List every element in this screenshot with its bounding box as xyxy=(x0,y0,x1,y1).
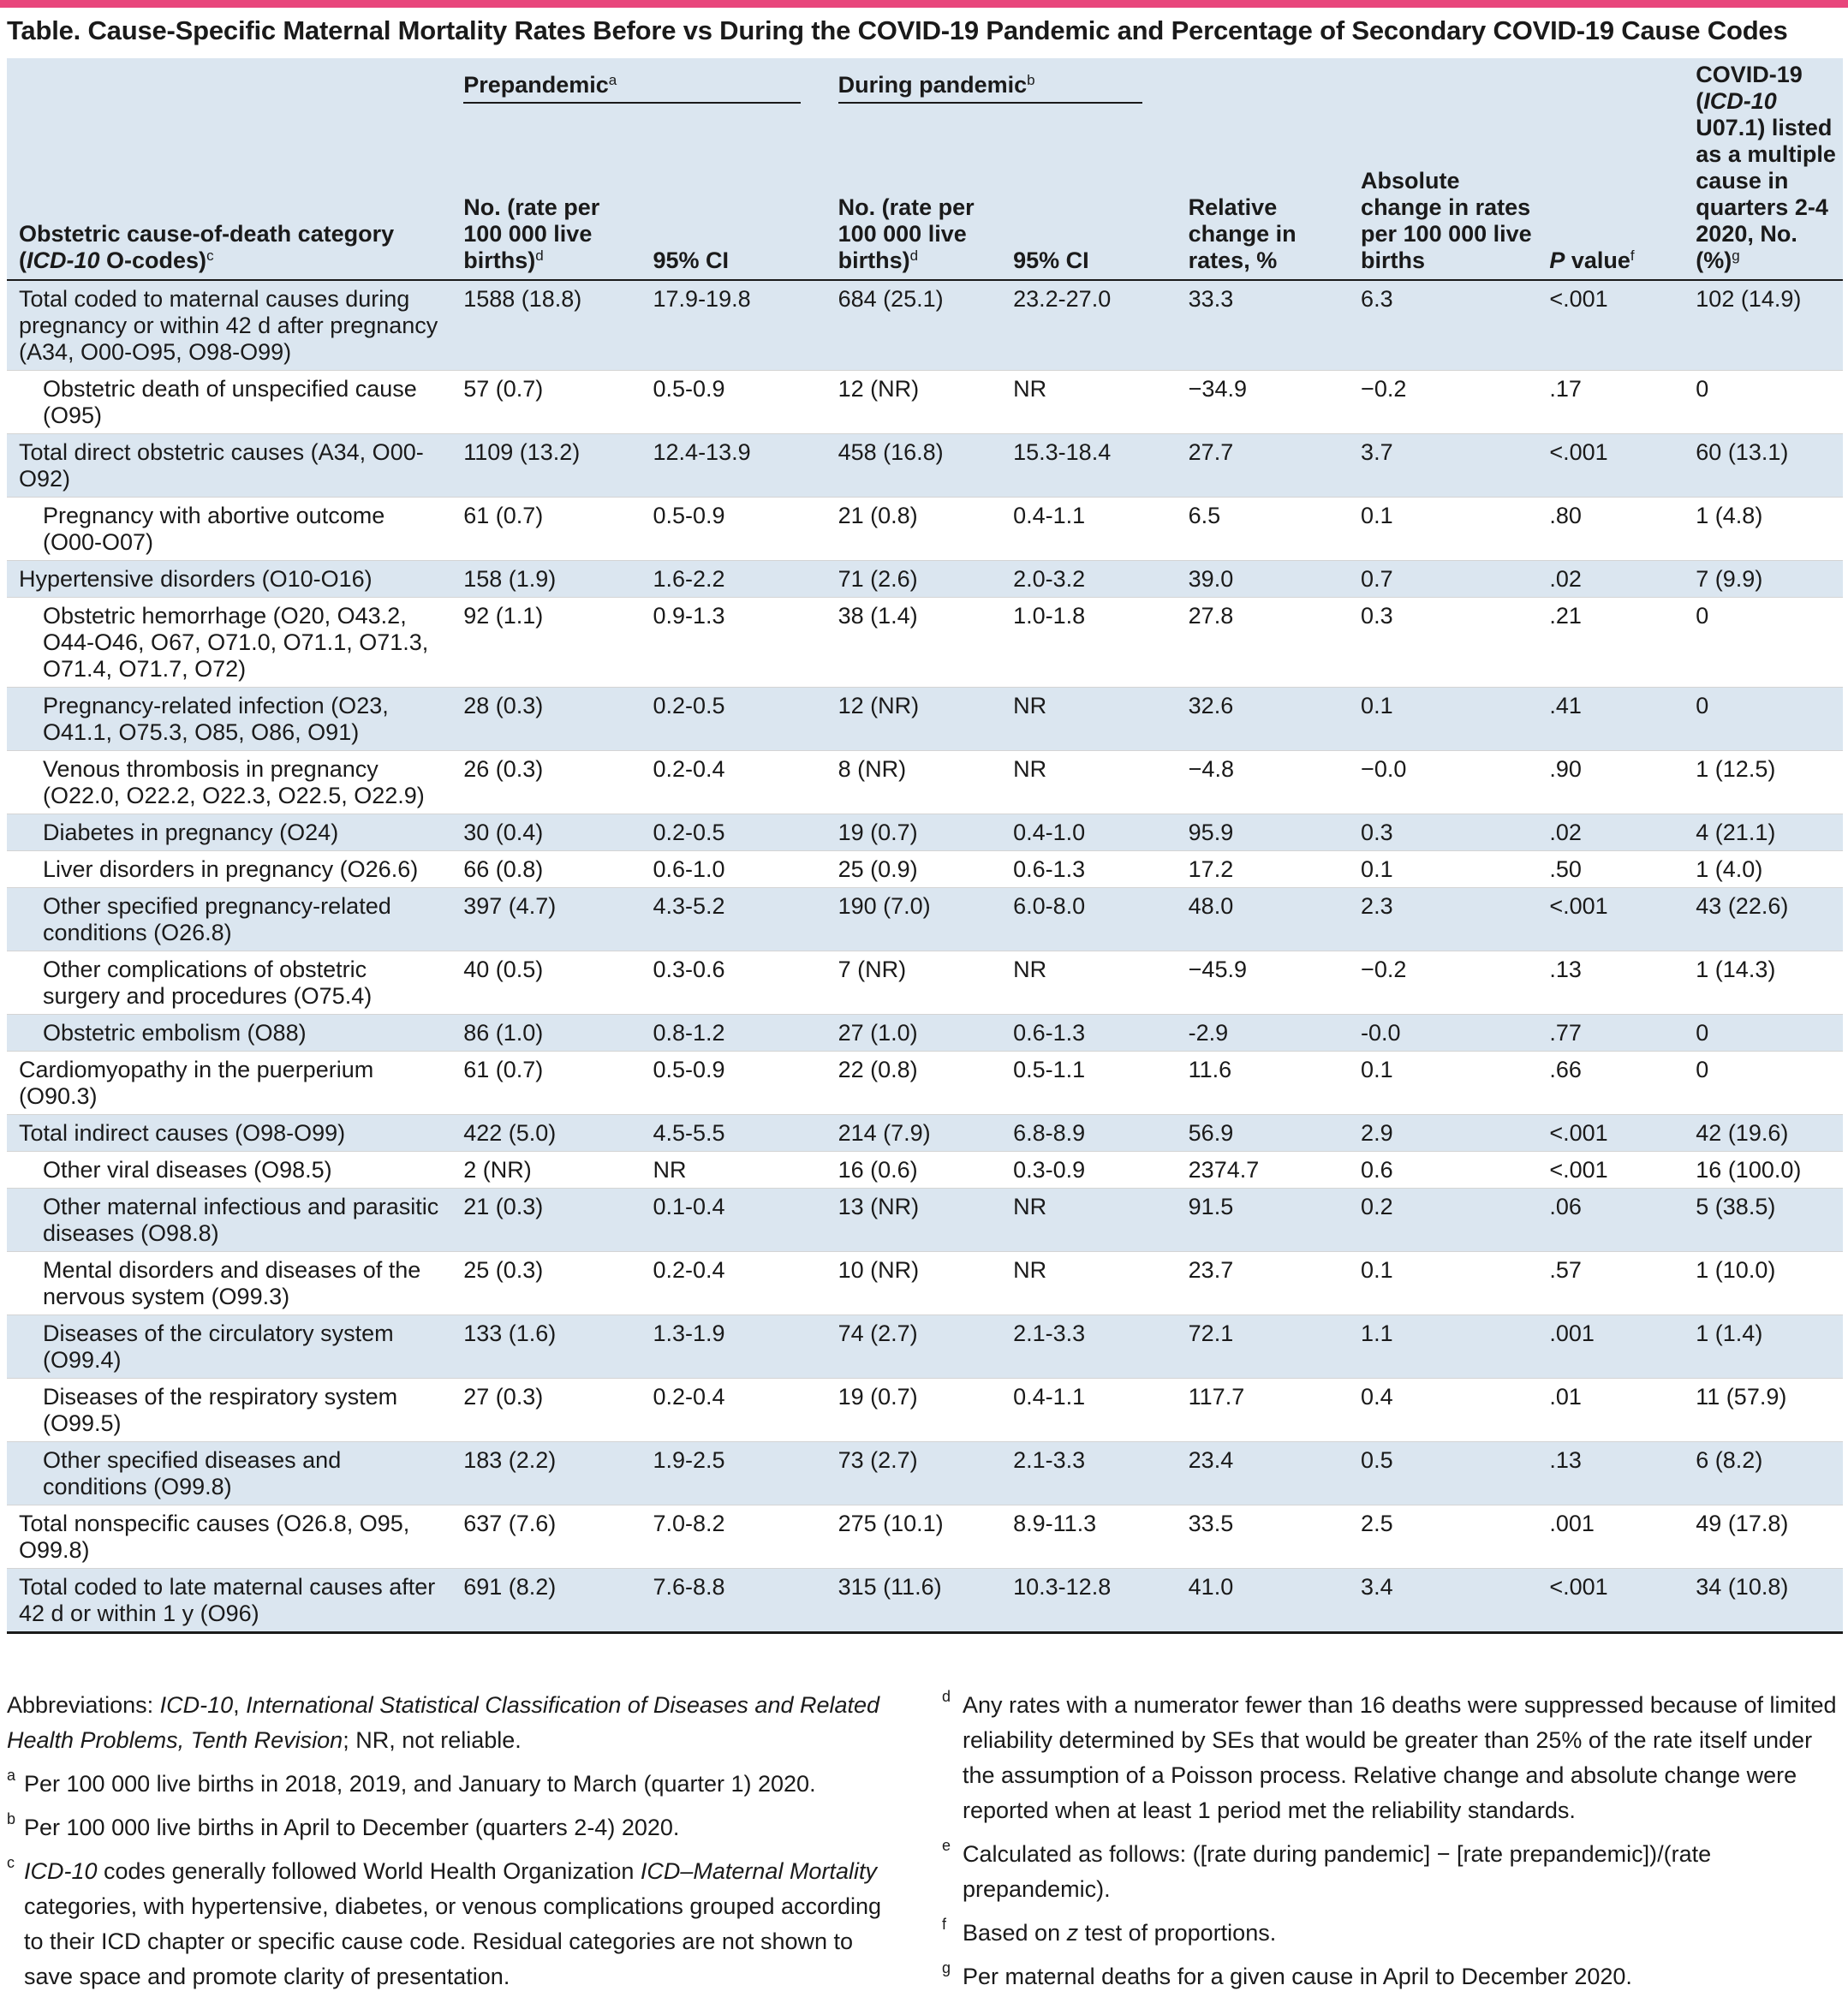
cell-dur-no-rate: 19 (0.7) xyxy=(826,814,1002,851)
cell-dur-ci: 0.4-1.0 xyxy=(1001,814,1177,851)
cell-relative-change: 91.5 xyxy=(1177,1189,1349,1252)
cell-absolute-change: 0.1 xyxy=(1349,688,1537,751)
cell-pre-ci: 4.3-5.2 xyxy=(641,888,826,951)
table-row xyxy=(7,1015,1843,1052)
cell-dur-ci: 2.1-3.3 xyxy=(1001,1442,1177,1505)
cell-dur-no-rate: 74 (2.7) xyxy=(826,1315,1002,1379)
cell-cause: Pregnancy with abortive outcome (O00-O07) xyxy=(7,498,451,561)
cell-covid: 102 (14.9) xyxy=(1684,280,1843,371)
cell-relative-change: 56.9 xyxy=(1177,1115,1349,1152)
table-row xyxy=(7,1115,1843,1152)
footnote-b: b Per 100 000 live births in April to December (quarters 2-4) 2020. xyxy=(7,1810,680,1840)
cell-covid: 0 xyxy=(1684,1052,1843,1115)
cell-dur-no-rate: 19 (0.7) xyxy=(826,1379,1002,1442)
cell-relative-change: 27.7 xyxy=(1177,434,1349,498)
cell-pre-no-rate: 637 (7.6) xyxy=(451,1505,641,1569)
cell-pre-ci: 0.5-0.9 xyxy=(641,1052,826,1115)
cell-absolute-change: 3.4 xyxy=(1349,1569,1537,1633)
cell-absolute-change: -0.0 xyxy=(1349,1015,1537,1052)
table-row xyxy=(7,1379,1843,1442)
cell-cause: Mental disorders and diseases of the nervous system (O99.3) xyxy=(7,1252,451,1315)
table-row xyxy=(7,1152,1843,1189)
cell-dur-no-rate: 12 (NR) xyxy=(826,688,1002,751)
cell-pre-ci: 0.2-0.4 xyxy=(641,751,826,814)
cell-covid: 6 (8.2) xyxy=(1684,1442,1843,1505)
cell-cause: Obstetric embolism (O88) xyxy=(7,1015,451,1052)
cell-relative-change: −34.9 xyxy=(1177,371,1349,434)
table-row xyxy=(7,280,1843,371)
cell-covid: 34 (10.8) xyxy=(1684,1569,1843,1633)
table-row xyxy=(7,598,1843,688)
cell-pre-no-rate: 28 (0.3) xyxy=(451,688,641,751)
cell-covid: 1 (4.8) xyxy=(1684,498,1843,561)
cell-dur-no-rate: 71 (2.6) xyxy=(826,561,1002,598)
cell-absolute-change: 0.4 xyxy=(1349,1379,1537,1442)
cell-absolute-change: 2.3 xyxy=(1349,888,1537,951)
cell-covid: 7 (9.9) xyxy=(1684,561,1843,598)
cell-covid: 49 (17.8) xyxy=(1684,1505,1843,1569)
cell-dur-no-rate: 458 (16.8) xyxy=(826,434,1002,498)
cell-absolute-change: 0.2 xyxy=(1349,1189,1537,1252)
header-during-pandemic: During pandemic$^b$ xyxy=(826,58,1177,139)
cell-dur-ci: NR xyxy=(1001,1252,1177,1315)
footnote-f: f Based on z test of proportions. xyxy=(942,1916,1277,1946)
cell-dur-ci: NR xyxy=(1001,951,1177,1015)
cell-absolute-change: 0.1 xyxy=(1349,851,1537,888)
cell-dur-no-rate: 10 (NR) xyxy=(826,1252,1002,1315)
header-prepandemic: Prepandemic$^a$ xyxy=(451,58,826,139)
cell-relative-change: 2374.7 xyxy=(1177,1152,1349,1189)
cell-covid: 4 (21.1) xyxy=(1684,814,1843,851)
cell-dur-ci: 0.6-1.3 xyxy=(1001,1015,1177,1052)
table-row xyxy=(7,814,1843,851)
cell-relative-change: 33.3 xyxy=(1177,280,1349,371)
cell-pre-ci: 1.3-1.9 xyxy=(641,1315,826,1379)
cell-pre-ci: 0.2-0.5 xyxy=(641,688,826,751)
cell-dur-no-rate: 214 (7.9) xyxy=(826,1115,1002,1152)
table-title: Table. Cause-Specific Maternal Mortality Rates Before vs During the COVID-19 Pandemic and Percentage of Secondary COVID-19 Cause Codes xyxy=(7,15,1788,45)
cell-pre-ci: NR xyxy=(641,1152,826,1189)
cell-pre-no-rate: 1109 (13.2) xyxy=(451,434,641,498)
table-row xyxy=(7,1052,1843,1115)
cell-cause: Diseases of the circulatory system (O99.4) xyxy=(7,1315,451,1379)
cell-dur-ci: 15.3-18.4 xyxy=(1001,434,1177,498)
header-p-value: P value$^f$ xyxy=(1537,58,1684,280)
cell-absolute-change: −0.2 xyxy=(1349,951,1537,1015)
cell-relative-change: −4.8 xyxy=(1177,751,1349,814)
table-row xyxy=(7,1442,1843,1505)
cell-covid: 1 (12.5) xyxy=(1684,751,1843,814)
cell-absolute-change: 2.5 xyxy=(1349,1505,1537,1569)
cell-dur-ci: 10.3-12.8 xyxy=(1001,1569,1177,1633)
header-covid: COVID-19 (ICD-10 U07.1) listed as a multiple cause in quarters 2-4 2020, No. (%)$^g$ xyxy=(1684,58,1843,280)
cell-p-value: .41 xyxy=(1537,688,1684,751)
cell-pre-ci: 0.2-0.4 xyxy=(641,1252,826,1315)
cell-p-value: <.001 xyxy=(1537,1115,1684,1152)
cell-pre-ci: 0.5-0.9 xyxy=(641,498,826,561)
table-body xyxy=(7,280,1843,1633)
cell-covid: 1 (14.3) xyxy=(1684,951,1843,1015)
footnote-abbreviations: Abbreviations: ICD-10, International Statistical Classification of Diseases and Related Health Problems, Tenth Revision; NR, not reliable. xyxy=(7,1692,880,1753)
cell-p-value: .77 xyxy=(1537,1015,1684,1052)
cell-pre-no-rate: 92 (1.1) xyxy=(451,598,641,688)
cell-dur-no-rate: 8 (NR) xyxy=(826,751,1002,814)
cell-absolute-change: −0.0 xyxy=(1349,751,1537,814)
cell-dur-no-rate: 16 (0.6) xyxy=(826,1152,1002,1189)
cell-covid: 11 (57.9) xyxy=(1684,1379,1843,1442)
header-row-1 xyxy=(7,58,1843,139)
cell-relative-change: −45.9 xyxy=(1177,951,1349,1015)
cell-covid: 1 (10.0) xyxy=(1684,1252,1843,1315)
cell-p-value: .001 xyxy=(1537,1315,1684,1379)
cell-pre-no-rate: 40 (0.5) xyxy=(451,951,641,1015)
cell-covid: 0 xyxy=(1684,688,1843,751)
cell-relative-change: 17.2 xyxy=(1177,851,1349,888)
cell-relative-change: -2.9 xyxy=(1177,1015,1349,1052)
footnotes-left xyxy=(7,1688,897,2003)
header-pre-ci: 95% CI xyxy=(641,139,826,280)
cell-covid: 1 (1.4) xyxy=(1684,1315,1843,1379)
cell-dur-ci: 2.0-3.2 xyxy=(1001,561,1177,598)
header-category: Obstetric cause-of-death category (ICD-10 O-codes)$^c$ xyxy=(7,58,451,280)
cell-absolute-change: 0.3 xyxy=(1349,598,1537,688)
cell-cause: Other complications of obstetric surgery and procedures (O75.4) xyxy=(7,951,451,1015)
cell-dur-ci: 0.4-1.1 xyxy=(1001,498,1177,561)
cell-absolute-change: 0.7 xyxy=(1349,561,1537,598)
cell-relative-change: 41.0 xyxy=(1177,1569,1349,1633)
header-dur-no-rate: No. (rate per 100 000 live births)$^d$ xyxy=(826,139,1002,280)
cell-pre-ci: 7.6-8.8 xyxy=(641,1569,826,1633)
cell-covid: 1 (4.0) xyxy=(1684,851,1843,888)
cell-absolute-change: −0.2 xyxy=(1349,371,1537,434)
cell-cause: Pregnancy-related infection (O23, O41.1, O75.3, O85, O86, O91) xyxy=(7,688,451,751)
cell-dur-no-rate: 315 (11.6) xyxy=(826,1569,1002,1633)
cell-p-value: .01 xyxy=(1537,1379,1684,1442)
header-relative-change: Relative change in rates, % xyxy=(1177,58,1349,280)
cell-dur-ci: 0.5-1.1 xyxy=(1001,1052,1177,1115)
cell-p-value: .17 xyxy=(1537,371,1684,434)
top-accent-rule xyxy=(0,0,1848,8)
cell-p-value: .13 xyxy=(1537,951,1684,1015)
cell-relative-change: 23.7 xyxy=(1177,1252,1349,1315)
cell-pre-ci: 0.2-0.4 xyxy=(641,1379,826,1442)
cell-covid: 60 (13.1) xyxy=(1684,434,1843,498)
footnotes-right xyxy=(942,1688,1843,2003)
cell-p-value: <.001 xyxy=(1537,1152,1684,1189)
cell-covid: 16 (100.0) xyxy=(1684,1152,1843,1189)
cell-cause: Other specified diseases and conditions (O99.8) xyxy=(7,1442,451,1505)
cell-relative-change: 33.5 xyxy=(1177,1505,1349,1569)
cell-dur-no-rate: 7 (NR) xyxy=(826,951,1002,1015)
cell-dur-no-rate: 38 (1.4) xyxy=(826,598,1002,688)
cell-cause: Other maternal infectious and parasitic diseases (O98.8) xyxy=(7,1189,451,1252)
table-row xyxy=(7,1252,1843,1315)
footnote-d: d Any rates with a numerator fewer than 16 deaths were suppressed because of limited reliability determined by SEs that would be greater than 25% of the rate itself under the assumption of a Poisson process. Relative change and absolute change were reported when at least 1 period met the reliability standards. xyxy=(942,1688,1837,1823)
cell-pre-no-rate: 86 (1.0) xyxy=(451,1015,641,1052)
cell-covid: 0 xyxy=(1684,598,1843,688)
cell-pre-no-rate: 183 (2.2) xyxy=(451,1442,641,1505)
cell-dur-ci: NR xyxy=(1001,1189,1177,1252)
cell-relative-change: 23.4 xyxy=(1177,1442,1349,1505)
cell-cause: Diabetes in pregnancy (O24) xyxy=(7,814,451,851)
cell-dur-ci: 6.0-8.0 xyxy=(1001,888,1177,951)
table-row xyxy=(7,1315,1843,1379)
cell-p-value: .02 xyxy=(1537,561,1684,598)
cell-pre-no-rate: 61 (0.7) xyxy=(451,498,641,561)
footnote-e: e Calculated as follows: ([rate during pandemic] − [rate prepandemic])/(rate prepandemic). xyxy=(942,1837,1712,1902)
cell-p-value: .57 xyxy=(1537,1252,1684,1315)
table-row xyxy=(7,751,1843,814)
footnote-a: a Per 100 000 live births in 2018, 2019, and January to March (quarter 1) 2020. xyxy=(7,1767,816,1797)
cell-relative-change: 11.6 xyxy=(1177,1052,1349,1115)
cell-relative-change: 32.6 xyxy=(1177,688,1349,751)
cell-absolute-change: 0.1 xyxy=(1349,498,1537,561)
cell-pre-ci: 1.6-2.2 xyxy=(641,561,826,598)
cell-dur-ci: 0.4-1.1 xyxy=(1001,1379,1177,1442)
cell-cause: Total direct obstetric causes (A34, O00-O92) xyxy=(7,434,451,498)
cell-pre-ci: 4.5-5.5 xyxy=(641,1115,826,1152)
cell-absolute-change: 0.6 xyxy=(1349,1152,1537,1189)
cell-dur-ci: 23.2-27.0 xyxy=(1001,280,1177,371)
cell-cause: Diseases of the respiratory system (O99.5) xyxy=(7,1379,451,1442)
table-row xyxy=(7,434,1843,498)
cell-pre-ci: 0.2-0.5 xyxy=(641,814,826,851)
cell-dur-ci: 6.8-8.9 xyxy=(1001,1115,1177,1152)
cell-p-value: <.001 xyxy=(1537,280,1684,371)
mortality-table xyxy=(7,58,1843,1634)
cell-pre-no-rate: 30 (0.4) xyxy=(451,814,641,851)
table-row xyxy=(7,888,1843,951)
header-absolute-change: Absolute change in rates per 100 000 live births xyxy=(1349,58,1537,280)
cell-pre-no-rate: 422 (5.0) xyxy=(451,1115,641,1152)
cell-dur-no-rate: 275 (10.1) xyxy=(826,1505,1002,1569)
cell-relative-change: 72.1 xyxy=(1177,1315,1349,1379)
cell-dur-no-rate: 13 (NR) xyxy=(826,1189,1002,1252)
cell-p-value: .50 xyxy=(1537,851,1684,888)
table-row xyxy=(7,688,1843,751)
cell-cause: Liver disorders in pregnancy (O26.6) xyxy=(7,851,451,888)
cell-p-value: <.001 xyxy=(1537,434,1684,498)
cell-p-value: <.001 xyxy=(1537,888,1684,951)
table-row xyxy=(7,561,1843,598)
cell-relative-change: 39.0 xyxy=(1177,561,1349,598)
cell-covid: 42 (19.6) xyxy=(1684,1115,1843,1152)
cell-pre-no-rate: 21 (0.3) xyxy=(451,1189,641,1252)
cell-p-value: .001 xyxy=(1537,1505,1684,1569)
cell-pre-no-rate: 57 (0.7) xyxy=(451,371,641,434)
cell-dur-ci: NR xyxy=(1001,751,1177,814)
cell-dur-ci: NR xyxy=(1001,371,1177,434)
cell-dur-ci: 1.0-1.8 xyxy=(1001,598,1177,688)
cell-dur-no-rate: 25 (0.9) xyxy=(826,851,1002,888)
cell-pre-no-rate: 66 (0.8) xyxy=(451,851,641,888)
cell-pre-ci: 0.8-1.2 xyxy=(641,1015,826,1052)
cell-relative-change: 48.0 xyxy=(1177,888,1349,951)
table-row xyxy=(7,851,1843,888)
cell-absolute-change: 2.9 xyxy=(1349,1115,1537,1152)
cell-pre-no-rate: 26 (0.3) xyxy=(451,751,641,814)
header-dur-ci: 95% CI xyxy=(1001,139,1177,280)
cell-absolute-change: 1.1 xyxy=(1349,1315,1537,1379)
cell-dur-no-rate: 190 (7.0) xyxy=(826,888,1002,951)
cell-dur-no-rate: 684 (25.1) xyxy=(826,280,1002,371)
cell-cause: Obstetric hemorrhage (O20, O43.2, O44-O46, O67, O71.0, O71.1, O71.3, O71.4, O71.7, O72) xyxy=(7,598,451,688)
cell-cause: Cardiomyopathy in the puerperium (O90.3) xyxy=(7,1052,451,1115)
cell-pre-ci: 7.0-8.2 xyxy=(641,1505,826,1569)
cell-covid: 0 xyxy=(1684,1015,1843,1052)
cell-pre-ci: 0.1-0.4 xyxy=(641,1189,826,1252)
cell-cause: Venous thrombosis in pregnancy (O22.0, O22.2, O22.3, O22.5, O22.9) xyxy=(7,751,451,814)
table-row xyxy=(7,1505,1843,1569)
cell-p-value: .06 xyxy=(1537,1189,1684,1252)
cell-pre-ci: 1.9-2.5 xyxy=(641,1442,826,1505)
table-row xyxy=(7,1189,1843,1252)
cell-covid: 0 xyxy=(1684,371,1843,434)
cell-cause: Other specified pregnancy-related conditions (O26.8) xyxy=(7,888,451,951)
cell-pre-ci: 12.4-13.9 xyxy=(641,434,826,498)
cell-cause: Other viral diseases (O98.5) xyxy=(7,1152,451,1189)
cell-cause: Total coded to late maternal causes after 42 d or within 1 y (O96) xyxy=(7,1569,451,1633)
cell-relative-change: 95.9 xyxy=(1177,814,1349,851)
table-row xyxy=(7,1569,1843,1633)
cell-pre-ci: 0.3-0.6 xyxy=(641,951,826,1015)
cell-pre-no-rate: 61 (0.7) xyxy=(451,1052,641,1115)
cell-absolute-change: 0.1 xyxy=(1349,1252,1537,1315)
cell-p-value: .02 xyxy=(1537,814,1684,851)
cell-absolute-change: 0.5 xyxy=(1349,1442,1537,1505)
cell-cause: Total coded to maternal causes during pregnancy or within 42 d after pregnancy (A34, O00-O95, O98-O99) xyxy=(7,280,451,371)
cell-cause: Obstetric death of unspecified cause (O95) xyxy=(7,371,451,434)
cell-dur-ci: 0.6-1.3 xyxy=(1001,851,1177,888)
table-row xyxy=(7,498,1843,561)
cell-pre-no-rate: 2 (NR) xyxy=(451,1152,641,1189)
cell-pre-ci: 17.9-19.8 xyxy=(641,280,826,371)
footnote-g: g Per maternal deaths for a given cause in April to December 2020. xyxy=(942,1959,1632,1989)
cell-covid: 43 (22.6) xyxy=(1684,888,1843,951)
cell-cause: Total indirect causes (O98-O99) xyxy=(7,1115,451,1152)
cell-p-value: .66 xyxy=(1537,1052,1684,1115)
cell-dur-ci: 2.1-3.3 xyxy=(1001,1315,1177,1379)
cell-pre-no-rate: 27 (0.3) xyxy=(451,1379,641,1442)
cell-cause: Hypertensive disorders (O10-O16) xyxy=(7,561,451,598)
cell-dur-ci: NR xyxy=(1001,688,1177,751)
cell-absolute-change: 0.3 xyxy=(1349,814,1537,851)
cell-pre-ci: 0.5-0.9 xyxy=(641,371,826,434)
cell-pre-no-rate: 25 (0.3) xyxy=(451,1252,641,1315)
cell-relative-change: 117.7 xyxy=(1177,1379,1349,1442)
cell-p-value: .13 xyxy=(1537,1442,1684,1505)
cell-dur-no-rate: 27 (1.0) xyxy=(826,1015,1002,1052)
cell-covid: 5 (38.5) xyxy=(1684,1189,1843,1252)
cell-p-value: <.001 xyxy=(1537,1569,1684,1633)
cell-pre-no-rate: 133 (1.6) xyxy=(451,1315,641,1379)
header-pre-no-rate: No. (rate per 100 000 live births)$^d$ xyxy=(451,139,641,280)
cell-pre-no-rate: 158 (1.9) xyxy=(451,561,641,598)
cell-dur-no-rate: 21 (0.8) xyxy=(826,498,1002,561)
cell-cause: Total nonspecific causes (O26.8, O95, O99.8) xyxy=(7,1505,451,1569)
cell-p-value: .21 xyxy=(1537,598,1684,688)
cell-absolute-change: 3.7 xyxy=(1349,434,1537,498)
cell-dur-no-rate: 73 (2.7) xyxy=(826,1442,1002,1505)
cell-relative-change: 27.8 xyxy=(1177,598,1349,688)
cell-pre-no-rate: 397 (4.7) xyxy=(451,888,641,951)
cell-absolute-change: 6.3 xyxy=(1349,280,1537,371)
cell-p-value: .80 xyxy=(1537,498,1684,561)
cell-dur-no-rate: 12 (NR) xyxy=(826,371,1002,434)
cell-pre-no-rate: 1588 (18.8) xyxy=(451,280,641,371)
footnote-c: c ICD-10 codes generally followed World Health Organization ICD–Maternal Mortality categories, with hypertensive, diabetes, or venous complications grouped according to their ICD chapter or specific cause code. Residual categories are not shown to save space and promote clarity of presentation. xyxy=(7,1854,882,1989)
cell-absolute-change: 0.1 xyxy=(1349,1052,1537,1115)
cell-dur-ci: 0.3-0.9 xyxy=(1001,1152,1177,1189)
cell-pre-ci: 0.6-1.0 xyxy=(641,851,826,888)
table-row xyxy=(7,371,1843,434)
cell-dur-no-rate: 22 (0.8) xyxy=(826,1052,1002,1115)
cell-pre-ci: 0.9-1.3 xyxy=(641,598,826,688)
cell-relative-change: 6.5 xyxy=(1177,498,1349,561)
cell-dur-ci: 8.9-11.3 xyxy=(1001,1505,1177,1569)
cell-pre-no-rate: 691 (8.2) xyxy=(451,1569,641,1633)
cell-p-value: .90 xyxy=(1537,751,1684,814)
table-row xyxy=(7,951,1843,1015)
